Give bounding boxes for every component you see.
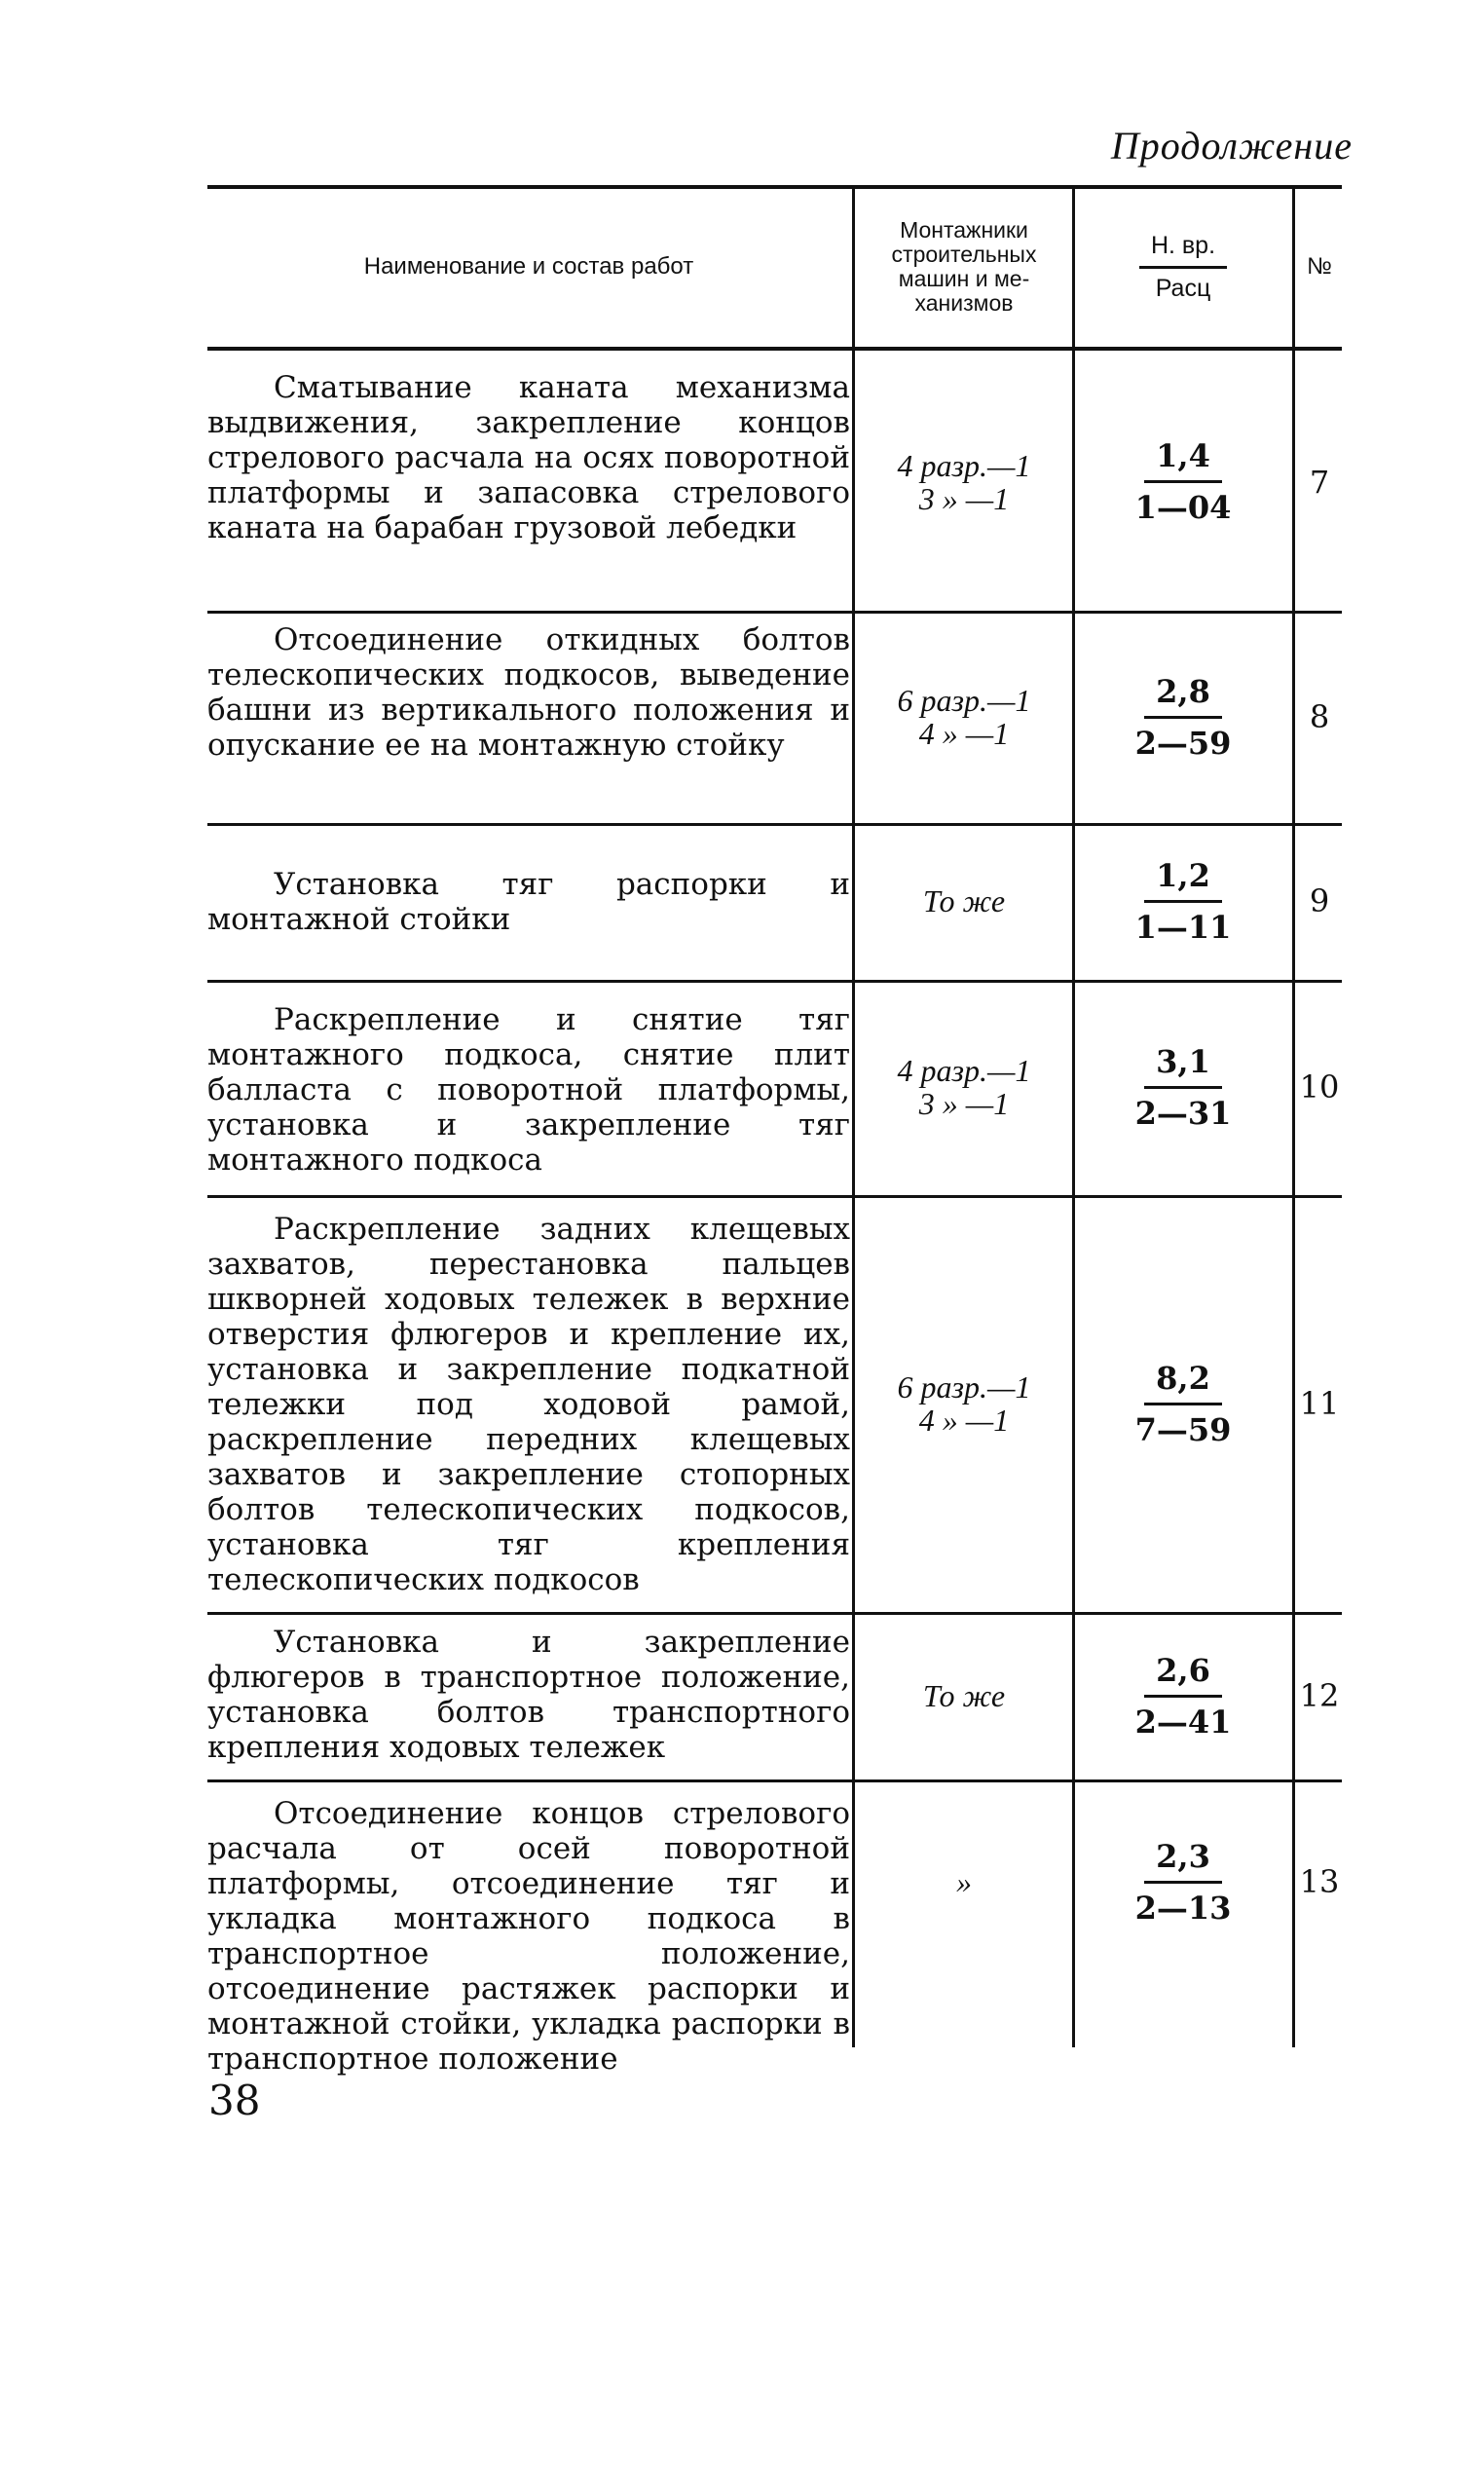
row-number: 13 bbox=[1299, 1863, 1340, 1900]
row-workers-line: 3 » —1 bbox=[918, 480, 1010, 516]
row-workers-line: 4 » —1 bbox=[918, 716, 1010, 751]
row-norm bbox=[1076, 985, 1290, 1189]
row-norm-time: 2,3 bbox=[1144, 1838, 1222, 1884]
row-description bbox=[207, 622, 850, 763]
row-workers bbox=[858, 1200, 1070, 1607]
row-norm-rate: 2—41 bbox=[1134, 1703, 1232, 1741]
table-row bbox=[207, 1784, 1342, 2077]
row-description bbox=[207, 1796, 850, 2077]
row-norm-rate: 7—59 bbox=[1134, 1410, 1232, 1448]
header-number: № bbox=[1307, 253, 1332, 280]
row-norm bbox=[1076, 1200, 1290, 1607]
row-workers-same: » bbox=[956, 1863, 972, 1899]
column-separator bbox=[1292, 185, 1295, 2047]
row-description-text: Установка и закрепление флюгеров в транспортное положение, установка болтов транспортного крепления ходовых тележек bbox=[207, 1625, 850, 1765]
row-number: 12 bbox=[1299, 1677, 1340, 1714]
row-number: 9 bbox=[1309, 882, 1330, 919]
row-norm-rate: 1—04 bbox=[1134, 489, 1232, 526]
row-number: 7 bbox=[1309, 463, 1330, 501]
row-rule bbox=[207, 823, 1342, 826]
row-workers bbox=[858, 1784, 1070, 1979]
row-norm-fraction bbox=[1135, 857, 1232, 946]
row-rule bbox=[207, 1779, 1342, 1782]
header-norm-fraction bbox=[1139, 232, 1227, 303]
header-workers bbox=[858, 189, 1070, 345]
row-norm bbox=[1076, 1784, 1290, 1979]
row-number: 11 bbox=[1299, 1385, 1340, 1422]
row-norm-fraction bbox=[1135, 673, 1232, 762]
row-norm-time: 2,6 bbox=[1144, 1652, 1222, 1698]
table-row bbox=[207, 615, 1342, 819]
page-number: 38 bbox=[208, 2077, 261, 2124]
column-separator bbox=[852, 185, 855, 2047]
row-norm bbox=[1076, 1617, 1290, 1775]
row-workers bbox=[858, 985, 1070, 1189]
row-description-text: Отсоединение откидных болтов телескопических подкосов, выведение башни из вертикального положения и опускание ее на монтажную стойку bbox=[207, 622, 850, 763]
row-norm-rate: 2—59 bbox=[1134, 724, 1232, 762]
row-workers-line: 6 разр.—1 bbox=[897, 683, 1031, 718]
row-norm-rate: 2—31 bbox=[1134, 1094, 1232, 1132]
row-workers-line: 4 разр.—1 bbox=[897, 1053, 1031, 1088]
row-norm-time: 2,8 bbox=[1144, 673, 1222, 719]
table-header bbox=[207, 189, 1342, 345]
row-norm-time: 8,2 bbox=[1144, 1360, 1222, 1405]
continuation-label: Продолжение bbox=[1110, 124, 1353, 168]
row-description-text: Раскрепление задних клещевых захватов, перестановка пальцев шкворней ходовых тележек в верхние отверстия флюгеров и крепление их, установка и закрепление подкатной тележки под ходовой рамой, раскрепление передних клещевых захватов и закрепление стопорных болтов телескопических подкосов, установка тяг крепления телескопических подкосов bbox=[207, 1212, 850, 1597]
row-workers bbox=[858, 828, 1070, 974]
row-norm-time: 3,1 bbox=[1144, 1043, 1222, 1089]
header-name: Наименование и состав работ bbox=[363, 253, 694, 280]
header-workers-line: ханизмов bbox=[914, 290, 1014, 316]
row-workers-line: 4 разр.—1 bbox=[897, 447, 1031, 483]
row-norm-rate: 2—13 bbox=[1134, 1889, 1232, 1927]
row-number: 10 bbox=[1299, 1068, 1340, 1105]
table-row bbox=[207, 1200, 1342, 1607]
row-norm bbox=[1076, 358, 1290, 605]
table-row bbox=[207, 1617, 1342, 1775]
row-description-text: Раскрепление и снятие тяг монтажного подкоса, снятие плит балласта с поворотной платформы, установка и закрепление тяг монтажного подкоса bbox=[207, 1002, 850, 1178]
row-rule bbox=[207, 1612, 1342, 1615]
row-norm-fraction bbox=[1135, 437, 1232, 526]
row-norm-rate: 1—11 bbox=[1134, 908, 1232, 946]
header-norm-top: Н. вр. bbox=[1139, 232, 1227, 269]
row-rule bbox=[207, 611, 1342, 614]
row-rule bbox=[207, 980, 1342, 983]
row-rule bbox=[207, 1195, 1342, 1198]
header-bottom-rule bbox=[207, 347, 1342, 351]
table-row bbox=[207, 985, 1342, 1189]
row-workers-same: То же bbox=[922, 1677, 1006, 1713]
table-row bbox=[207, 358, 1342, 605]
header-norm-bottom: Расц bbox=[1155, 274, 1211, 302]
row-norm-time: 1,2 bbox=[1144, 857, 1222, 903]
row-description bbox=[207, 1625, 850, 1765]
header-workers-line: Монтажники bbox=[900, 217, 1028, 243]
row-workers-line: 4 » —1 bbox=[918, 1403, 1010, 1438]
row-number: 8 bbox=[1309, 698, 1330, 735]
header-workers-line: строительных bbox=[891, 242, 1037, 267]
row-description-text: Установка тяг распорки и монтажной стойки bbox=[207, 867, 850, 937]
row-norm-fraction bbox=[1135, 1838, 1232, 1927]
row-workers bbox=[858, 358, 1070, 605]
row-description-text: Отсоединение концов стрелового расчала от осей поворотной платформы, отсоединение тяг и укладка монтажного подкоса в транспортное положение, отсоединение растяжек распорки и монтажной стойки, укладка распорки в транспортное положение bbox=[207, 1796, 850, 2077]
row-workers-same: То же bbox=[922, 882, 1006, 918]
row-norm bbox=[1076, 828, 1290, 974]
row-norm-fraction bbox=[1135, 1360, 1232, 1448]
row-workers-line: 6 разр.—1 bbox=[897, 1369, 1031, 1405]
row-description bbox=[207, 370, 850, 545]
header-workers-line: машин и ме- bbox=[898, 266, 1030, 291]
row-workers-line: 3 » —1 bbox=[918, 1086, 1010, 1121]
row-norm-fraction bbox=[1135, 1043, 1232, 1132]
row-workers bbox=[858, 1617, 1070, 1775]
row-workers bbox=[858, 615, 1070, 819]
column-separator bbox=[1072, 185, 1075, 2047]
row-norm bbox=[1076, 615, 1290, 819]
row-norm-fraction bbox=[1135, 1652, 1232, 1741]
row-norm-time: 1,4 bbox=[1144, 437, 1222, 483]
header-norm bbox=[1076, 189, 1290, 345]
row-description bbox=[207, 867, 850, 937]
row-description-text: Сматывание каната механизма выдвижения, закрепление концов стрелового расчала на осях поворотной платформы и запасовка стрелового каната на барабан грузовой лебедки bbox=[207, 370, 850, 545]
row-description bbox=[207, 1002, 850, 1178]
row-description bbox=[207, 1212, 850, 1597]
table-row bbox=[207, 828, 1342, 974]
